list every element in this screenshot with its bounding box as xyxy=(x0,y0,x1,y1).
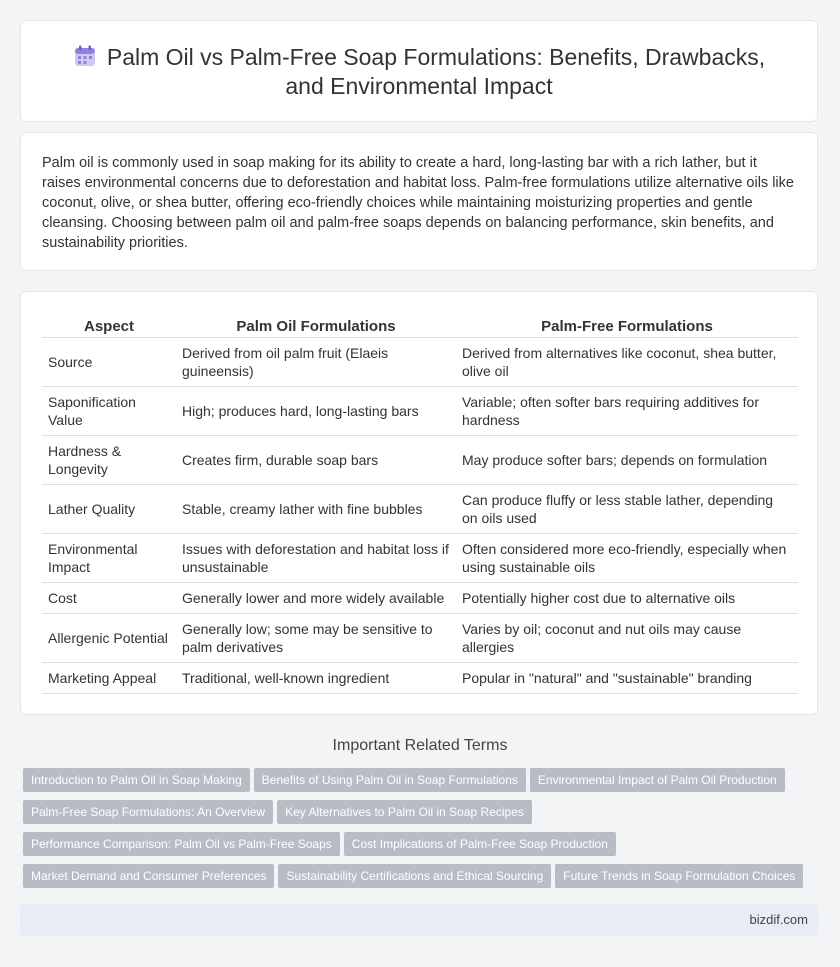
comparison-table xyxy=(42,316,798,694)
cell-palm-oil: Issues with deforestation and habitat loss if unsustainable xyxy=(176,534,456,583)
cell-palm-free: May produce softer bars; depends on formulation xyxy=(456,436,798,485)
cell-palm-oil: Traditional, well-known ingredient xyxy=(176,663,456,694)
intro-paragraph: Palm oil is commonly used in soap making for its ability to create a hard, long-lasting bar with a rich lather, but it raises environmental concerns due to deforestation and habitat loss. Palm-free formulations utilize alternative oils like coconut, olive, or shea butter, offering eco-friendly choices while maintaining moisturizing properties and gentle cleansing. Choosing between palm oil and palm-free soaps depends on balancing performance, skin benefits, and sustainability priorities. xyxy=(42,155,794,251)
cell-aspect: Marketing Appeal xyxy=(42,663,176,694)
table-row xyxy=(42,338,798,387)
cell-aspect: Saponification Value xyxy=(42,387,176,436)
cell-palm-oil: High; produces hard, long-lasting bars xyxy=(176,387,456,436)
header-aspect: Aspect xyxy=(42,316,176,338)
cell-palm-oil: Derived from oil palm fruit (Elaeis guineensis) xyxy=(176,338,456,387)
footer-brand[interactable]: bizdif.com xyxy=(749,912,808,927)
cell-aspect: Allergenic Potential xyxy=(42,614,176,663)
table-row xyxy=(42,583,798,614)
tag-row xyxy=(23,832,823,864)
header-palm-free: Palm-Free Formulations xyxy=(456,316,798,338)
calendar-icon xyxy=(73,44,97,68)
comparison-card xyxy=(20,291,818,715)
cell-aspect: Environmental Impact xyxy=(42,534,176,583)
cell-palm-oil: Stable, creamy lather with fine bubbles xyxy=(176,485,456,534)
related-term-link[interactable]: Key Alternatives to Palm Oil in Soap Recipes xyxy=(277,800,532,824)
cell-palm-free: Potentially higher cost due to alternative oils xyxy=(456,583,798,614)
cell-aspect: Source xyxy=(42,338,176,387)
title-wrap xyxy=(21,43,817,101)
cell-palm-oil: Generally low; some may be sensitive to palm derivatives xyxy=(176,614,456,663)
table-row xyxy=(42,485,798,534)
table-row xyxy=(42,387,798,436)
related-term-link[interactable]: Market Demand and Consumer Preferences xyxy=(23,864,274,888)
table-row xyxy=(42,663,798,694)
header-card xyxy=(20,20,818,122)
page-title xyxy=(21,43,817,101)
related-term-link[interactable]: Palm-Free Soap Formulations: An Overview xyxy=(23,800,273,824)
cell-palm-free: Varies by oil; coconut and nut oils may cause allergies xyxy=(456,614,798,663)
cell-palm-free: Derived from alternatives like coconut, shea butter, olive oil xyxy=(456,338,798,387)
footer xyxy=(20,904,818,936)
related-term-link[interactable]: Benefits of Using Palm Oil in Soap Formulations xyxy=(254,768,526,792)
cell-palm-free: Popular in "natural" and "sustainable" branding xyxy=(456,663,798,694)
related-term-link[interactable]: Future Trends in Soap Formulation Choices xyxy=(555,864,803,888)
related-terms-list xyxy=(23,768,823,896)
cell-aspect: Lather Quality xyxy=(42,485,176,534)
table-row xyxy=(42,614,798,663)
tag-row xyxy=(23,864,823,896)
related-term-link[interactable]: Performance Comparison: Palm Oil vs Palm-Free Soaps xyxy=(23,832,340,856)
related-term-link[interactable]: Environmental Impact of Palm Oil Production xyxy=(530,768,785,792)
cell-palm-free: Can produce fluffy or less stable lather, depending on oils used xyxy=(456,485,798,534)
title-line-1: Palm Oil vs Palm-Free Soap Formulations: Benefits, Drawbacks, xyxy=(106,44,766,70)
cell-palm-free: Often considered more eco-friendly, especially when using sustainable oils xyxy=(456,534,798,583)
related-term-link[interactable]: Introduction to Palm Oil in Soap Making xyxy=(23,768,250,792)
cell-palm-free: Variable; often softer bars requiring additives for hardness xyxy=(456,387,798,436)
related-terms-heading: Important Related Terms xyxy=(332,737,508,754)
title-line-2: and Environmental Impact xyxy=(285,73,553,99)
table-row xyxy=(42,436,798,485)
table-row xyxy=(42,534,798,583)
tag-row xyxy=(23,768,823,800)
cell-palm-oil: Generally lower and more widely available xyxy=(176,583,456,614)
related-term-link[interactable]: Cost Implications of Palm-Free Soap Production xyxy=(344,832,616,856)
cell-palm-oil: Creates firm, durable soap bars xyxy=(176,436,456,485)
tag-row xyxy=(23,800,823,832)
table-header-row xyxy=(42,316,798,338)
header-palm-oil: Palm Oil Formulations xyxy=(176,316,456,338)
cell-aspect: Cost xyxy=(42,583,176,614)
related-term-link[interactable]: Sustainability Certifications and Ethical Sourcing xyxy=(278,864,551,888)
cell-aspect: Hardness & Longevity xyxy=(42,436,176,485)
intro-card xyxy=(20,132,818,271)
